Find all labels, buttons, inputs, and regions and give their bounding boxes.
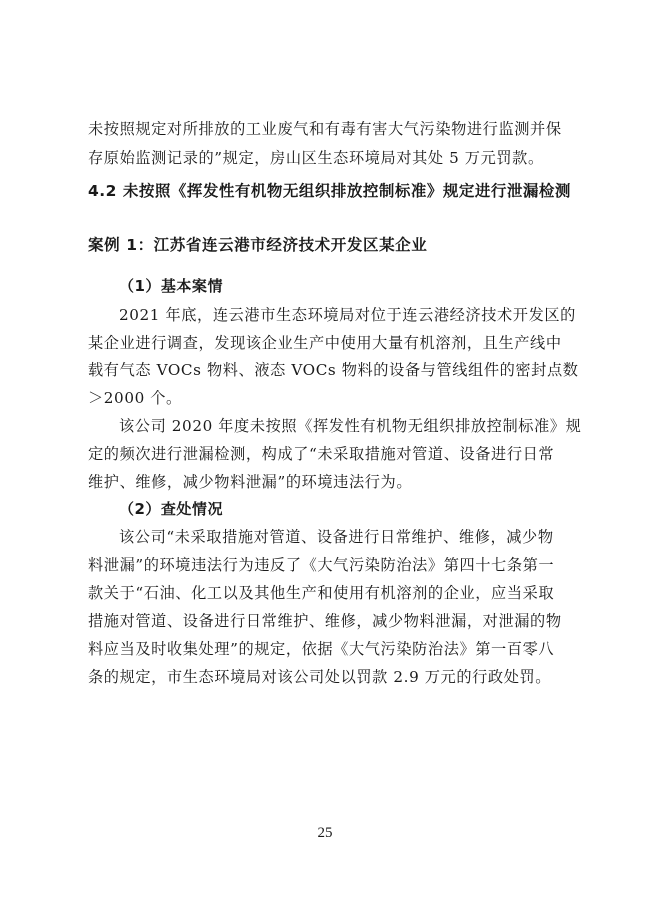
paragraph-line: 料应当及时收集处理”的规定，依据《大气污染防治法》第一百零八: [88, 640, 555, 658]
paragraph-line: 条的规定，市生态环境局对该公司处以罚款 2.9 万元的行政处罚。: [88, 668, 552, 686]
paragraph-line: ＞2000 个。: [88, 389, 182, 407]
paragraph-line: 载有气态 VOCs 物料、液态 VOCs 物料的设备与管线组件的密封点数: [88, 361, 579, 379]
paragraph-line: 措施对管道、设备进行日常维护、维修，减少物料泄漏，对泄漏的物: [88, 612, 562, 630]
case-heading: 案例 1：江苏省连云港市经济技术开发区某企业: [88, 236, 428, 254]
paragraph-line: 款关于“石油、化工以及其他生产和使用有机溶剂的企业，应当采取: [88, 584, 555, 602]
paragraph-line: 料泄漏”的环境违法行为违反了《大气污染防治法》第四十七条第一: [88, 556, 555, 574]
paragraph-line: 该公司“未采取措施对管道、设备进行日常维护、维修，减少物: [119, 528, 554, 546]
paragraph-line: 2021 年底，连云港市生态环境局对位于连云港经济技术开发区的: [119, 306, 576, 324]
paragraph-line: 未按照规定对所排放的工业废气和有毒有害大气污染物进行监测并保: [88, 120, 562, 138]
paragraph-line: 该公司 2020 年度未按照《挥发性有机物无组织排放控制标准》规: [119, 417, 582, 435]
page-number: 25: [317, 825, 333, 841]
paragraph-line: 某企业进行调查，发现该企业生产中使用大量有机溶剂，且生产线中: [88, 334, 562, 352]
paragraph-line: 维护、维修，减少物料泄漏”的环境违法行为。: [88, 473, 413, 491]
subsection-title-basic-facts: （1）基本案情: [119, 277, 223, 295]
subsection-title-investigation: （2）查处情况: [119, 500, 223, 518]
section-heading: 4.2 未按照《挥发性有机物无组织排放控制标准》规定进行泄漏检测: [88, 182, 571, 200]
paragraph-line: 存原始监测记录的”规定，房山区生态环境局对其处 5 万元罚款。: [88, 149, 544, 167]
paragraph-line: 定的频次进行泄漏检测，构成了“未采取措施对管道、设备进行日常: [88, 445, 555, 463]
